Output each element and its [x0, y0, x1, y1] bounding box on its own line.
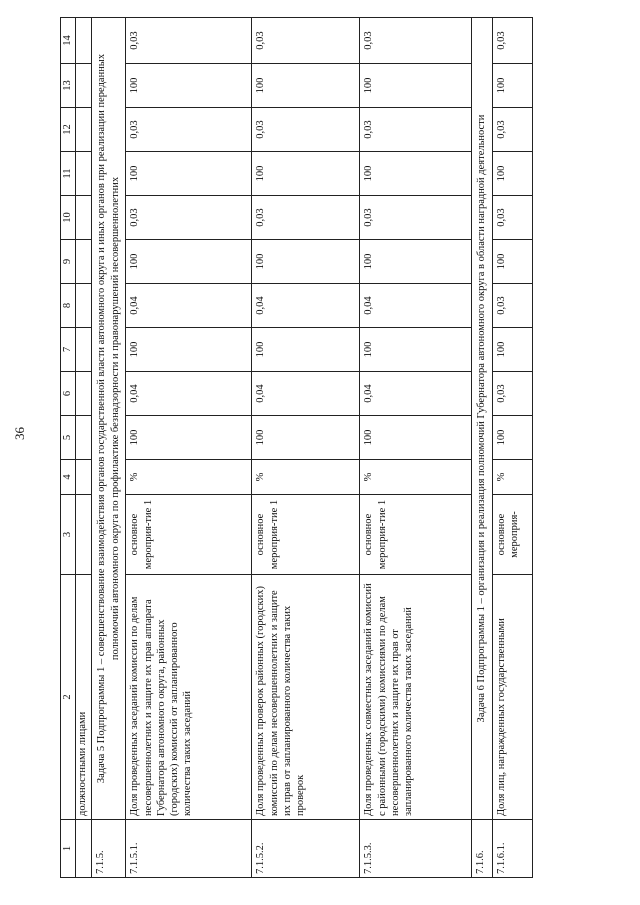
- value-cell: 100: [252, 416, 360, 460]
- table-row: [126, 18, 252, 878]
- header-cell: 1: [61, 820, 76, 878]
- value-cell: 0,03: [126, 196, 252, 240]
- row-name: Доля лиц, награжденных государственными: [493, 575, 533, 820]
- row-name: Доля проведенных совместных заседаний комиссий с районными (городскими) комиссиями по делам несовершеннолетних и защите их прав от запланированного количества таких заседаний: [360, 575, 472, 820]
- header-row: [61, 18, 76, 878]
- header-cell: 11: [61, 152, 76, 196]
- value-cell: 0,03: [252, 18, 360, 64]
- row-number: 7.1.5.1.: [126, 820, 252, 878]
- value-cell: 0,03: [360, 18, 472, 64]
- row-type: основное мероприя-тие 1: [126, 495, 252, 575]
- rotated-document: [60, 18, 640, 878]
- value-cell: 0,04: [360, 372, 472, 416]
- value-cell: 0,03: [493, 18, 533, 64]
- value-cell: 100: [360, 328, 472, 372]
- header-cell: 8: [61, 284, 76, 328]
- value-cell: 100: [126, 416, 252, 460]
- table-row: [360, 18, 472, 878]
- fragment-row: [76, 18, 92, 878]
- value-cell: 100: [493, 416, 533, 460]
- header-cell: 10: [61, 196, 76, 240]
- row-number: 7.1.6.1.: [493, 820, 533, 878]
- value-cell: 0,04: [360, 284, 472, 328]
- value-cell: 0,03: [493, 284, 533, 328]
- row-unit: %: [126, 460, 252, 495]
- value-cell: 0,03: [360, 196, 472, 240]
- task5-title: Задача 5 Подпрограммы 1 – совершенствование взаимодействия органов государственной власти автономного округа и иных органов при реализации переданных полномочий автономного округа по профилактике безнадзорности и правонарушений несовершеннолетних: [92, 18, 126, 820]
- row-unit: %: [493, 460, 533, 495]
- row-unit: %: [252, 460, 360, 495]
- value-cell: 0,04: [252, 284, 360, 328]
- page-number: 36: [12, 427, 27, 440]
- row-number: 7.1.5.2.: [252, 820, 360, 878]
- row-name: Доля проведенных проверок районных (городских) комиссий по делам несовершеннолетних и защите их прав от запланированного количества таких проверок: [252, 575, 360, 820]
- value-cell: 0,03: [252, 196, 360, 240]
- value-cell: 100: [493, 328, 533, 372]
- value-cell: 100: [360, 152, 472, 196]
- value-cell: 100: [493, 240, 533, 284]
- header-cell: 5: [61, 416, 76, 460]
- value-cell: 0,04: [126, 372, 252, 416]
- value-cell: 100: [252, 152, 360, 196]
- value-cell: 0,03: [493, 196, 533, 240]
- value-cell: 0,04: [252, 372, 360, 416]
- row-type: основное мероприя-тие 1: [360, 495, 472, 575]
- header-cell: 13: [61, 64, 76, 108]
- table-row: [252, 18, 360, 878]
- value-cell: 100: [252, 240, 360, 284]
- value-cell: 100: [252, 328, 360, 372]
- row-unit: %: [360, 460, 472, 495]
- row-type: основное мероприя-тие 1: [252, 495, 360, 575]
- value-cell: 100: [126, 328, 252, 372]
- value-cell: 0,03: [493, 372, 533, 416]
- table-row: [493, 18, 533, 878]
- value-cell: 0,03: [360, 108, 472, 152]
- value-cell: 100: [252, 64, 360, 108]
- value-cell: 100: [360, 64, 472, 108]
- header-cell: 7: [61, 328, 76, 372]
- value-cell: 0,03: [493, 108, 533, 152]
- header-cell: 2: [61, 575, 76, 820]
- indicator-table: [60, 17, 533, 878]
- task6-title: Задача 6 Подпрограммы 1 – организация и реализация полномочий Губернатора автономного округа в области наградной деятельности: [472, 18, 493, 820]
- value-cell: 0,04: [126, 284, 252, 328]
- value-cell: 100: [126, 240, 252, 284]
- row-type: основное мероприя-: [493, 495, 533, 575]
- value-cell: 100: [493, 152, 533, 196]
- task5-number: 7.1.5.: [92, 820, 126, 878]
- header-cell: 12: [61, 108, 76, 152]
- row-name: Доля проведенных заседаний комиссии по делам несовершеннолетних и защите их прав аппарата Губернатора автономного округа, районных (городских) комиссий от запланированного количества таких заседаний: [126, 575, 252, 820]
- value-cell: 0,03: [126, 18, 252, 64]
- task6-number: 7.1.6.: [472, 820, 493, 878]
- header-cell: 14: [61, 18, 76, 64]
- header-cell: 9: [61, 240, 76, 284]
- task6-row: [472, 18, 493, 878]
- header-cell: 4: [61, 460, 76, 495]
- value-cell: 100: [126, 152, 252, 196]
- value-cell: 100: [360, 240, 472, 284]
- value-cell: 0,03: [126, 108, 252, 152]
- header-cell: 6: [61, 372, 76, 416]
- row-number: 7.1.5.3.: [360, 820, 472, 878]
- value-cell: 100: [493, 64, 533, 108]
- task5-row: [92, 18, 126, 878]
- value-cell: 0,03: [252, 108, 360, 152]
- header-cell: 3: [61, 495, 76, 575]
- value-cell: 100: [360, 416, 472, 460]
- fragment-text: должностными лицами: [76, 575, 92, 820]
- value-cell: 100: [126, 64, 252, 108]
